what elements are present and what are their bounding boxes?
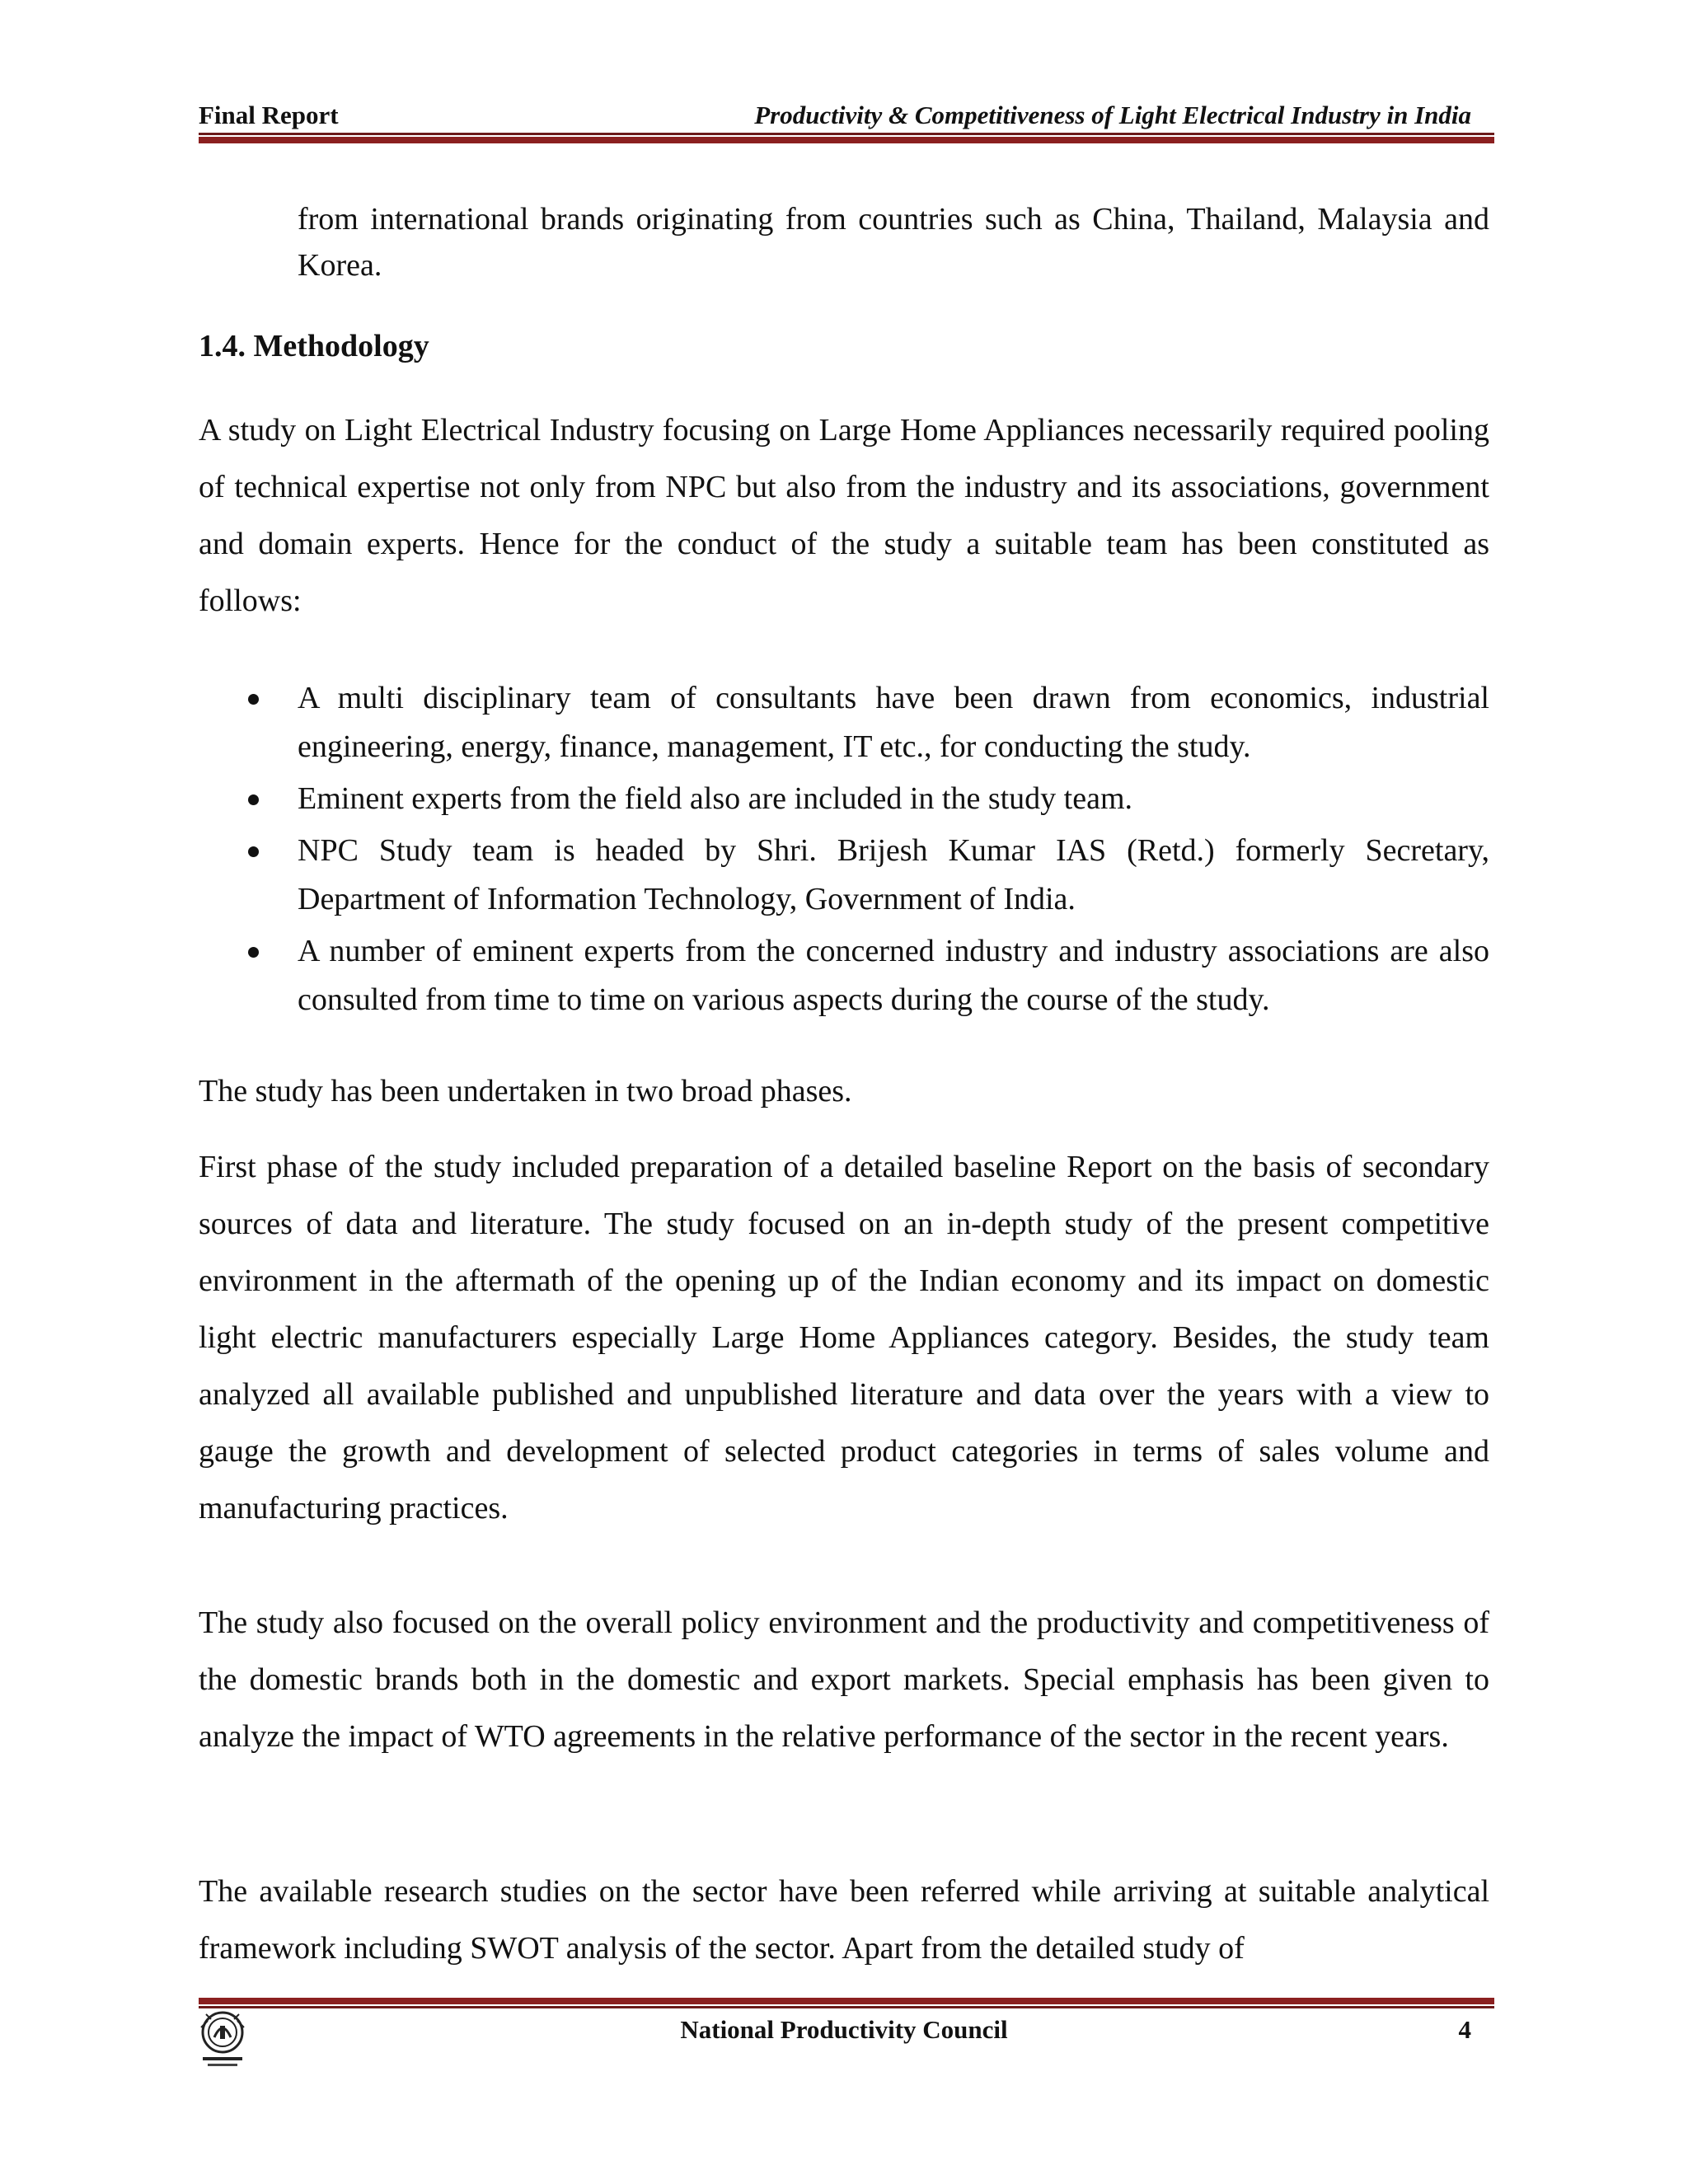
list-item-text: NPC Study team is headed by Shri. Brijesh Kumar IAS (Retd.) formerly Secretary, Department of Information Technology, Government of India. (298, 833, 1489, 916)
list-item (199, 927, 1489, 1024)
continuation-paragraph: from international brands originating from countries such as China, Thailand, Malaysia and Korea. (298, 202, 1489, 283)
bullet-icon (248, 947, 259, 958)
bullet-icon (248, 846, 259, 857)
team-bullet-list (199, 674, 1489, 1028)
header-report-label: Final Report (199, 101, 339, 129)
bullet-icon (248, 794, 259, 805)
footer-rule-thin (199, 2006, 1494, 2008)
research-paragraph: The available research studies on the sector have been referred while arriving at suitable analytical framework including SWOT analysis of the sector. Apart from the detailed study of (199, 1874, 1489, 1966)
list-item (199, 674, 1489, 771)
list-item-text: Eminent experts from the field also are included in the study team. (298, 781, 1133, 816)
footer-organization: National Productivity Council (680, 2015, 1008, 2044)
list-item-text: A multi disciplinary team of consultants have been drawn from economics, industrial engineering, energy, finance, management, IT etc., for conducting the study. (298, 681, 1489, 764)
phases-paragraph: The study has been undertaken in two broad phases. (199, 1074, 852, 1108)
section-heading: 1.4. Methodology (199, 329, 429, 363)
header-report-title: Productivity & Competitiveness of Light Electrical Industry in India (754, 101, 1471, 129)
header-rule-thin (199, 133, 1494, 135)
first-phase-paragraph: First phase of the study included preparation of a detailed baseline Report on the basis of secondary sources of data and literature. The study focused on an in-depth study of the present competitive environment in the aftermath of the opening up of the Indian economy and its impact on domestic light electric manufacturers especially Large Home Appliances category. Besides, the study team analyzed all available published and unpublished literature and data over the years with a view to gauge the growth and development of selected product categories in terms of sales volume and manufacturing practices. (199, 1150, 1489, 1526)
intro-paragraph: A study on Light Electrical Industry focusing on Large Home Appliances necessarily required pooling of technical expertise not only from NPC but also from the industry and its associations, government and domain experts. Hence for the conduct of the study a suitable team has been constituted as follows: (199, 413, 1489, 618)
list-item (199, 775, 1489, 823)
list-item (199, 827, 1489, 924)
header-rule-thick (199, 137, 1494, 143)
policy-paragraph: The study also focused on the overall policy environment and the productivity and competitiveness of the domestic brands both in the domestic and export markets. Special emphasis has been given to analyze the impact of WTO agreements in the relative performance of the sector in the recent years. (199, 1605, 1489, 1754)
bullet-icon (248, 694, 259, 705)
page-number: 4 (1458, 2015, 1471, 2044)
footer-rule-thick (199, 1998, 1494, 2004)
list-item-text: A number of eminent experts from the concerned industry and industry associations are also consulted from time to time on various aspects during the course of the study. (298, 934, 1489, 1017)
